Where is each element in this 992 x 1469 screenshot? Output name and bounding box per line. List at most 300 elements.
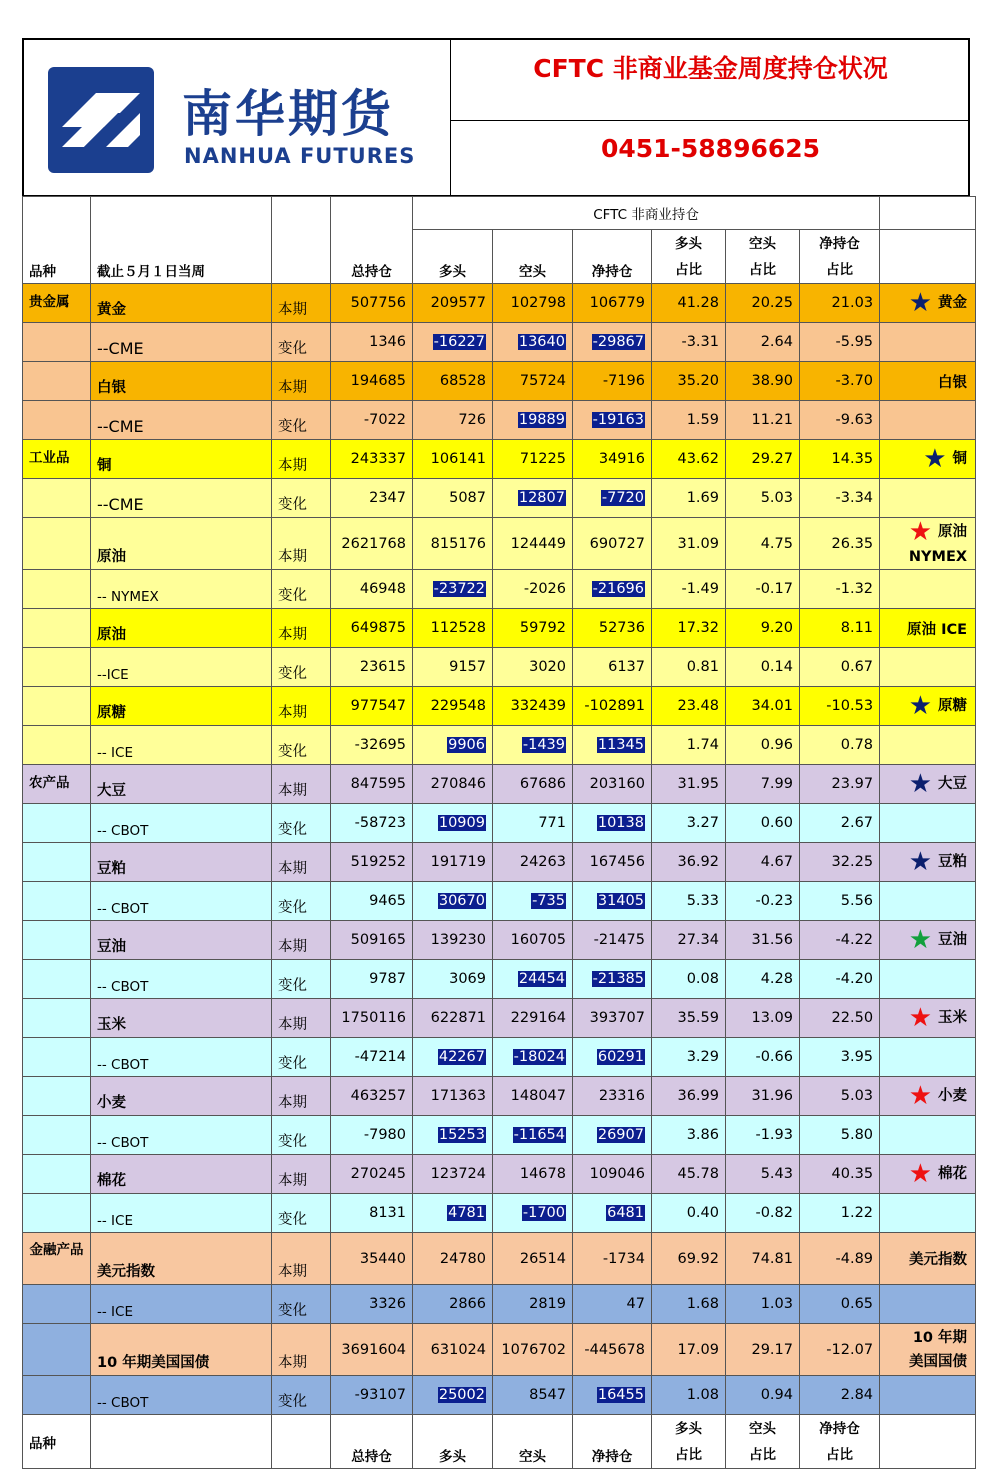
footer-blank-2 bbox=[272, 1415, 331, 1469]
variety-name: 棉花 bbox=[91, 1155, 272, 1194]
value-long: 139230 bbox=[413, 921, 493, 960]
period-label: 本期 bbox=[272, 609, 331, 648]
value-oi: 3691604 bbox=[331, 1324, 413, 1376]
value-sr: -1.93 bbox=[726, 1116, 800, 1155]
value-oi: -32695 bbox=[331, 726, 413, 765]
value-long: 622871 bbox=[413, 999, 493, 1038]
header-total-oi: 总持仓 bbox=[331, 197, 413, 284]
value-nr: 0.78 bbox=[800, 726, 880, 765]
category-cell bbox=[23, 1116, 91, 1155]
tag-label: 原油 bbox=[938, 523, 968, 540]
value-oi: 1346 bbox=[331, 323, 413, 362]
value-long: 270846 bbox=[413, 765, 493, 804]
variety-name: --CME bbox=[91, 323, 272, 362]
table-row bbox=[23, 843, 976, 882]
value-long: 631024 bbox=[413, 1324, 493, 1376]
value-long: 3069 bbox=[413, 960, 493, 999]
category-cell bbox=[23, 1285, 91, 1324]
category-cell bbox=[23, 960, 91, 999]
variety-name: 玉米 bbox=[91, 999, 272, 1038]
category-cell bbox=[23, 1155, 91, 1194]
value-net: -102891 bbox=[573, 687, 652, 726]
value-short bbox=[493, 960, 573, 999]
value-short: 124449 bbox=[493, 518, 573, 570]
value-long: 2866 bbox=[413, 1285, 493, 1324]
star-icon: ★ bbox=[908, 1081, 933, 1111]
highlighted-value: 10138 bbox=[597, 815, 644, 831]
value-long: 106141 bbox=[413, 440, 493, 479]
value-lr: 43.62 bbox=[652, 440, 726, 479]
value-net bbox=[573, 804, 652, 843]
highlighted-value: 42267 bbox=[438, 1049, 485, 1065]
footer-tag-blank bbox=[880, 1415, 976, 1469]
value-oi: 46948 bbox=[331, 570, 413, 609]
logo-area bbox=[24, 40, 451, 196]
value-oi: -7022 bbox=[331, 401, 413, 440]
value-lr: 27.34 bbox=[652, 921, 726, 960]
value-short: 71225 bbox=[493, 440, 573, 479]
value-sr: 1.03 bbox=[726, 1285, 800, 1324]
variety-name: 小麦 bbox=[91, 1077, 272, 1116]
tag-label: 豆粕 bbox=[938, 854, 968, 870]
period-label: 变化 bbox=[272, 882, 331, 921]
table-row bbox=[23, 765, 976, 804]
header-net-ratio: 净持仓 占比 bbox=[800, 230, 880, 284]
value-long: 815176 bbox=[413, 518, 493, 570]
period-label: 本期 bbox=[272, 362, 331, 401]
value-lr: 0.08 bbox=[652, 960, 726, 999]
value-oi: 977547 bbox=[331, 687, 413, 726]
value-oi: -58723 bbox=[331, 804, 413, 843]
value-lr: 0.81 bbox=[652, 648, 726, 687]
value-net: -7196 bbox=[573, 362, 652, 401]
category-cell bbox=[23, 1077, 91, 1116]
period-label: 变化 bbox=[272, 1285, 331, 1324]
value-sr: 9.20 bbox=[726, 609, 800, 648]
value-sr: 20.25 bbox=[726, 284, 800, 323]
tag-cell bbox=[880, 518, 976, 570]
tag-cell bbox=[880, 726, 976, 765]
category-cell bbox=[23, 609, 91, 648]
tag-label: 铜 bbox=[952, 451, 968, 467]
value-lr: 1.68 bbox=[652, 1285, 726, 1324]
value-short: 229164 bbox=[493, 999, 573, 1038]
value-oi: -47214 bbox=[331, 1038, 413, 1077]
tag-cell bbox=[880, 362, 976, 401]
tag-label: 豆油 bbox=[938, 932, 968, 948]
value-lr: 35.59 bbox=[652, 999, 726, 1038]
value-short: 8547 bbox=[493, 1376, 573, 1415]
variety-name: -- ICE bbox=[91, 726, 272, 765]
table-row bbox=[23, 1077, 976, 1116]
value-nr: 14.35 bbox=[800, 440, 880, 479]
highlighted-value: -735 bbox=[532, 893, 565, 909]
period-label: 变化 bbox=[272, 648, 331, 687]
period-label: 本期 bbox=[272, 1233, 331, 1285]
value-oi: 1750116 bbox=[331, 999, 413, 1038]
header-tag-blank bbox=[880, 197, 976, 230]
value-long: 209577 bbox=[413, 284, 493, 323]
value-oi: 23615 bbox=[331, 648, 413, 687]
period-label: 变化 bbox=[272, 1116, 331, 1155]
period-label: 变化 bbox=[272, 726, 331, 765]
report-header bbox=[22, 38, 970, 196]
value-nr: 2.84 bbox=[800, 1376, 880, 1415]
value-lr: 23.48 bbox=[652, 687, 726, 726]
value-lr: 41.28 bbox=[652, 284, 726, 323]
period-label: 变化 bbox=[272, 323, 331, 362]
category-cell bbox=[23, 843, 91, 882]
value-short bbox=[493, 401, 573, 440]
value-sr: 0.60 bbox=[726, 804, 800, 843]
table-row bbox=[23, 1285, 976, 1324]
value-net: 47 bbox=[573, 1285, 652, 1324]
footer-long: 多头 bbox=[413, 1415, 493, 1469]
header-week: 截止５月１日当周 bbox=[91, 197, 272, 284]
tag-label: 黄金 bbox=[938, 295, 968, 311]
value-short bbox=[493, 1038, 573, 1077]
value-net bbox=[573, 401, 652, 440]
value-sr: 7.99 bbox=[726, 765, 800, 804]
tag-cell bbox=[880, 479, 976, 518]
tag-cell bbox=[880, 1194, 976, 1233]
variety-name: 豆油 bbox=[91, 921, 272, 960]
value-lr: 1.08 bbox=[652, 1376, 726, 1415]
highlighted-value: -29867 bbox=[592, 334, 644, 350]
period-label: 变化 bbox=[272, 479, 331, 518]
value-lr: 36.92 bbox=[652, 843, 726, 882]
table-row bbox=[23, 1038, 976, 1077]
category-cell: 工业品 bbox=[23, 440, 91, 479]
value-short bbox=[493, 1194, 573, 1233]
value-lr: 36.99 bbox=[652, 1077, 726, 1116]
category-cell: 金融产品 bbox=[23, 1233, 91, 1285]
category-cell bbox=[23, 1194, 91, 1233]
variety-name: -- ICE bbox=[91, 1194, 272, 1233]
value-long: 726 bbox=[413, 401, 493, 440]
tag-cell bbox=[880, 1077, 976, 1116]
variety-name: 豆粕 bbox=[91, 843, 272, 882]
value-net bbox=[573, 323, 652, 362]
value-long bbox=[413, 1376, 493, 1415]
value-short: -2026 bbox=[493, 570, 573, 609]
period-label: 本期 bbox=[272, 440, 331, 479]
tag-label: 美元指数 bbox=[909, 1252, 968, 1268]
period-label: 变化 bbox=[272, 960, 331, 999]
value-long: 191719 bbox=[413, 843, 493, 882]
value-lr: 69.92 bbox=[652, 1233, 726, 1285]
table-row bbox=[23, 999, 976, 1038]
value-nr: -5.95 bbox=[800, 323, 880, 362]
value-oi: -93107 bbox=[331, 1376, 413, 1415]
value-long bbox=[413, 1194, 493, 1233]
logo-chinese-name: 南华期货 bbox=[182, 85, 394, 143]
variety-name: 黄金 bbox=[91, 284, 272, 323]
star-icon: ★ bbox=[908, 1003, 933, 1033]
value-long: 68528 bbox=[413, 362, 493, 401]
ratio-line-1: 多头 bbox=[675, 1420, 702, 1437]
value-sr: 74.81 bbox=[726, 1233, 800, 1285]
header-short-ratio: 空头 占比 bbox=[726, 230, 800, 284]
star-icon: ★ bbox=[908, 1159, 933, 1189]
table-row bbox=[23, 726, 976, 765]
value-nr: 3.95 bbox=[800, 1038, 880, 1077]
table-row bbox=[23, 960, 976, 999]
value-oi: 35440 bbox=[331, 1233, 413, 1285]
value-oi: 2347 bbox=[331, 479, 413, 518]
highlighted-value: -18024 bbox=[513, 1049, 565, 1065]
header-long-ratio: 多头 占比 bbox=[652, 230, 726, 284]
variety-name: 大豆 bbox=[91, 765, 272, 804]
value-nr: 32.25 bbox=[800, 843, 880, 882]
category-cell: 农产品 bbox=[23, 765, 91, 804]
variety-name: -- CBOT bbox=[91, 1116, 272, 1155]
value-lr: 31.95 bbox=[652, 765, 726, 804]
header-blank bbox=[272, 197, 331, 284]
period-label: 本期 bbox=[272, 284, 331, 323]
value-long bbox=[413, 323, 493, 362]
value-sr: 4.28 bbox=[726, 960, 800, 999]
tag-cell bbox=[880, 609, 976, 648]
value-sr: 4.67 bbox=[726, 843, 800, 882]
value-short: 771 bbox=[493, 804, 573, 843]
value-oi: 847595 bbox=[331, 765, 413, 804]
tag-label: 玉米 bbox=[938, 1010, 968, 1026]
value-short bbox=[493, 882, 573, 921]
star-icon: ★ bbox=[908, 847, 933, 877]
value-net: 34916 bbox=[573, 440, 652, 479]
period-label: 本期 bbox=[272, 765, 331, 804]
value-long: 5087 bbox=[413, 479, 493, 518]
value-net: -445678 bbox=[573, 1324, 652, 1376]
category-cell bbox=[23, 479, 91, 518]
value-sr: -0.82 bbox=[726, 1194, 800, 1233]
value-lr: 1.59 bbox=[652, 401, 726, 440]
tag-cell bbox=[880, 1038, 976, 1077]
tag-sublabel: NYMEX bbox=[908, 548, 968, 565]
star-icon: ★ bbox=[908, 925, 933, 955]
category-cell bbox=[23, 726, 91, 765]
period-label: 变化 bbox=[272, 570, 331, 609]
tag-cell bbox=[880, 765, 976, 804]
table-row bbox=[23, 570, 976, 609]
value-oi: 9787 bbox=[331, 960, 413, 999]
value-short: 1076702 bbox=[493, 1324, 573, 1376]
value-net bbox=[573, 726, 652, 765]
value-nr: 21.03 bbox=[800, 284, 880, 323]
value-short: 26514 bbox=[493, 1233, 573, 1285]
highlighted-value: -1439 bbox=[522, 737, 565, 753]
value-long: 24780 bbox=[413, 1233, 493, 1285]
category-cell bbox=[23, 1324, 91, 1376]
value-sr: 11.21 bbox=[726, 401, 800, 440]
footer-variety: 品种 bbox=[23, 1415, 91, 1469]
highlighted-value: 10909 bbox=[438, 815, 485, 831]
value-net: 6137 bbox=[573, 648, 652, 687]
period-label: 变化 bbox=[272, 804, 331, 843]
value-long bbox=[413, 570, 493, 609]
value-nr: 26.35 bbox=[800, 518, 880, 570]
table-row bbox=[23, 609, 976, 648]
variety-name: -- CBOT bbox=[91, 804, 272, 843]
header-cftc-group: CFTC 非商业持仓 bbox=[413, 197, 880, 230]
table-row bbox=[23, 804, 976, 843]
tag-label: 小麦 bbox=[938, 1088, 968, 1104]
tag-label: 白银 bbox=[938, 374, 968, 391]
value-sr: 31.96 bbox=[726, 1077, 800, 1116]
value-sr: -0.66 bbox=[726, 1038, 800, 1077]
value-oi: 509165 bbox=[331, 921, 413, 960]
value-long: 171363 bbox=[413, 1077, 493, 1116]
tag-label: 大豆 bbox=[938, 776, 968, 792]
period-label: 变化 bbox=[272, 1038, 331, 1077]
table-row bbox=[23, 401, 976, 440]
tag-cell bbox=[880, 1155, 976, 1194]
value-short: 75724 bbox=[493, 362, 573, 401]
value-oi: 243337 bbox=[331, 440, 413, 479]
table-row bbox=[23, 1194, 976, 1233]
value-oi: 194685 bbox=[331, 362, 413, 401]
tag-cell bbox=[880, 1233, 976, 1285]
footer-header-row bbox=[23, 1415, 976, 1469]
value-oi: 463257 bbox=[331, 1077, 413, 1116]
value-oi: 507756 bbox=[331, 284, 413, 323]
table-row bbox=[23, 1155, 976, 1194]
tag-cell bbox=[880, 1116, 976, 1155]
value-net: -1734 bbox=[573, 1233, 652, 1285]
value-nr: 23.97 bbox=[800, 765, 880, 804]
category-cell bbox=[23, 323, 91, 362]
footer-short-ratio bbox=[726, 1415, 800, 1469]
category-cell bbox=[23, 921, 91, 960]
tag-sublabel: 美国国债 bbox=[909, 1353, 968, 1370]
star-icon: ★ bbox=[923, 444, 947, 474]
value-nr: 1.22 bbox=[800, 1194, 880, 1233]
table-row bbox=[23, 323, 976, 362]
value-nr: 22.50 bbox=[800, 999, 880, 1038]
value-nr: 2.67 bbox=[800, 804, 880, 843]
variety-name: --ICE bbox=[91, 648, 272, 687]
value-lr: 1.74 bbox=[652, 726, 726, 765]
period-label: 变化 bbox=[272, 1194, 331, 1233]
table-row bbox=[23, 1324, 976, 1376]
contact-phone: 0451-58896625 bbox=[600, 134, 821, 163]
tag-cell bbox=[880, 960, 976, 999]
value-sr: -0.17 bbox=[726, 570, 800, 609]
value-net bbox=[573, 570, 652, 609]
period-label: 本期 bbox=[272, 687, 331, 726]
star-icon: ★ bbox=[908, 288, 933, 318]
value-oi: 8131 bbox=[331, 1194, 413, 1233]
highlighted-value: -16227 bbox=[433, 334, 485, 350]
value-net bbox=[573, 1376, 652, 1415]
header-long: 多头 bbox=[413, 230, 493, 284]
highlighted-value: 13640 bbox=[518, 334, 565, 350]
period-label: 本期 bbox=[272, 1077, 331, 1116]
value-long: 9157 bbox=[413, 648, 493, 687]
variety-name: 美元指数 bbox=[91, 1233, 272, 1285]
value-oi: 649875 bbox=[331, 609, 413, 648]
value-long: 229548 bbox=[413, 687, 493, 726]
tag-cell bbox=[880, 284, 976, 323]
value-nr: 8.11 bbox=[800, 609, 880, 648]
value-net: -21475 bbox=[573, 921, 652, 960]
star-icon: ★ bbox=[908, 691, 933, 721]
table-row bbox=[23, 921, 976, 960]
ratio-line-2: 占比 bbox=[749, 1446, 776, 1463]
ratio-line-1: 净持仓 bbox=[819, 1420, 860, 1437]
value-net: 393707 bbox=[573, 999, 652, 1038]
value-lr: 3.29 bbox=[652, 1038, 726, 1077]
highlighted-value: 6481 bbox=[607, 1205, 644, 1221]
period-label: 本期 bbox=[272, 518, 331, 570]
variety-name: -- CBOT bbox=[91, 882, 272, 921]
value-short bbox=[493, 1116, 573, 1155]
header-tag-blank-2 bbox=[880, 230, 976, 284]
variety-name: -- CBOT bbox=[91, 960, 272, 999]
variety-name: -- CBOT bbox=[91, 1038, 272, 1077]
value-nr: -3.70 bbox=[800, 362, 880, 401]
value-short: 67686 bbox=[493, 765, 573, 804]
category-cell bbox=[23, 1038, 91, 1077]
value-nr: -4.89 bbox=[800, 1233, 880, 1285]
value-net bbox=[573, 1116, 652, 1155]
header-short: 空头 bbox=[493, 230, 573, 284]
highlighted-value: -21696 bbox=[592, 581, 644, 597]
value-short bbox=[493, 479, 573, 518]
value-long bbox=[413, 882, 493, 921]
value-oi: -7980 bbox=[331, 1116, 413, 1155]
value-net bbox=[573, 1194, 652, 1233]
value-sr: 5.43 bbox=[726, 1155, 800, 1194]
tag-label: 10 年期 bbox=[912, 1329, 968, 1346]
value-nr: -10.53 bbox=[800, 687, 880, 726]
value-short bbox=[493, 726, 573, 765]
table-row bbox=[23, 284, 976, 323]
tag-cell bbox=[880, 648, 976, 687]
table-row bbox=[23, 1233, 976, 1285]
value-long bbox=[413, 1038, 493, 1077]
tag-cell bbox=[880, 570, 976, 609]
value-oi: 270245 bbox=[331, 1155, 413, 1194]
tag-cell bbox=[880, 1376, 976, 1415]
period-label: 变化 bbox=[272, 401, 331, 440]
period-label: 本期 bbox=[272, 1155, 331, 1194]
value-net: 203160 bbox=[573, 765, 652, 804]
footer-short: 空头 bbox=[493, 1415, 573, 1469]
value-lr: 31.09 bbox=[652, 518, 726, 570]
value-net bbox=[573, 1038, 652, 1077]
value-net: 690727 bbox=[573, 518, 652, 570]
highlighted-value: -19163 bbox=[592, 412, 644, 428]
highlighted-value: -11654 bbox=[513, 1127, 565, 1143]
table-row bbox=[23, 1376, 976, 1415]
ratio-line-2: 占比 bbox=[675, 1446, 702, 1463]
tag-label: 原油 ICE bbox=[907, 621, 968, 638]
value-oi: 519252 bbox=[331, 843, 413, 882]
variety-name: --CME bbox=[91, 401, 272, 440]
value-lr: 3.86 bbox=[652, 1116, 726, 1155]
tag-cell bbox=[880, 1285, 976, 1324]
footer-net: 净持仓 bbox=[573, 1415, 652, 1469]
category-cell bbox=[23, 1376, 91, 1415]
value-sr: -0.23 bbox=[726, 882, 800, 921]
category-cell bbox=[23, 687, 91, 726]
value-short: 24263 bbox=[493, 843, 573, 882]
value-short: 102798 bbox=[493, 284, 573, 323]
value-lr: 17.09 bbox=[652, 1324, 726, 1376]
table-row bbox=[23, 440, 976, 479]
